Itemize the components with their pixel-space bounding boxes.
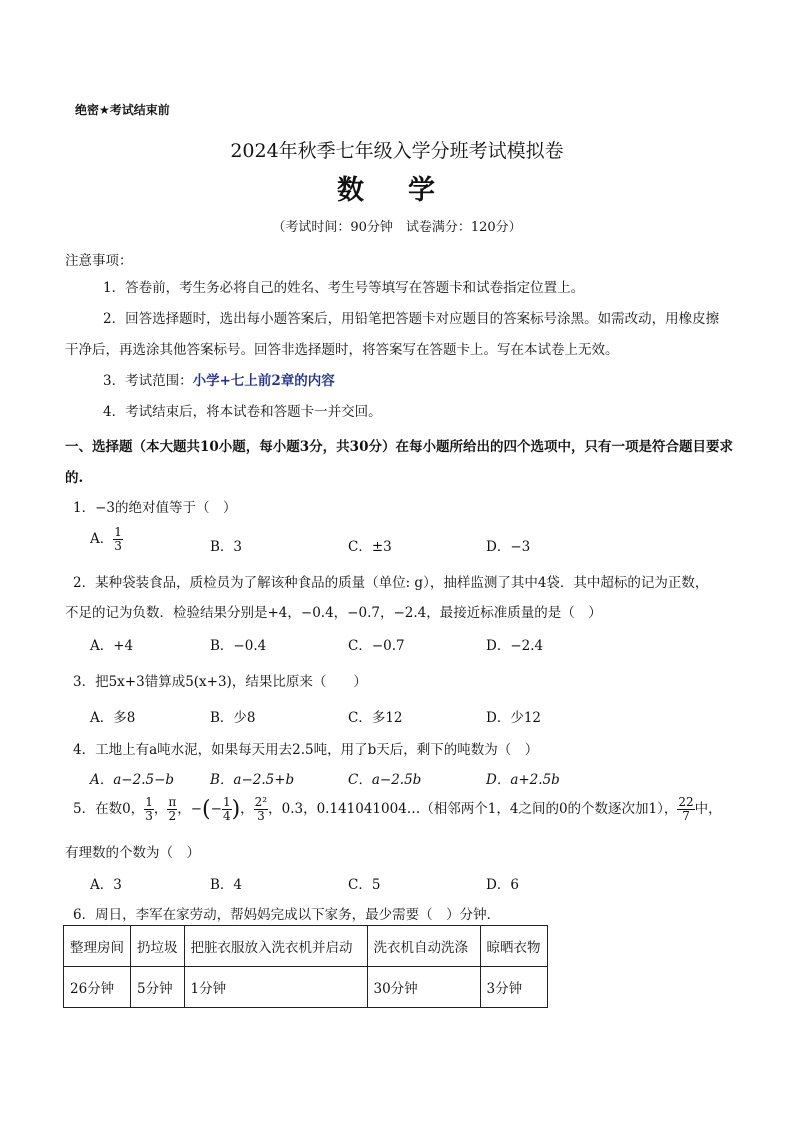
table-cell: 3分钟	[480, 967, 547, 1008]
notice-rule-1: 1．答卷前，考生务必将自己的姓名、考生号等填写在答题卡和试卷指定位置上。	[103, 280, 585, 296]
question-4-stem: 4．工地上有a吨水泥，如果每天用去2.5吨，用了b天后，剩下的吨数为（ ）	[73, 742, 539, 758]
question-4-option-d: D．a+2.5b	[486, 772, 560, 788]
table-header-cell: 洗衣机自动洗涤	[367, 926, 480, 967]
question-3-option-c: C．多12	[348, 710, 403, 726]
table-header-cell: 晾晒衣物	[480, 926, 547, 967]
exam-scope: 小学+七上前2章的内容	[192, 373, 335, 389]
table-header-cell: 扔垃圾	[131, 926, 185, 967]
question-2-option-c: C．−0.7	[348, 638, 405, 654]
question-5-option-c: C．5	[348, 877, 381, 893]
table-cell: 5分钟	[131, 967, 185, 1008]
question-1-stem: 1．−3的绝对值等于（ ）	[73, 500, 237, 516]
question-3-option-b: B．少8	[210, 710, 256, 726]
question-4-option-a: A．a−2.5−b	[90, 772, 175, 788]
notice-rule-2: 2．回答选择题时，选出每小题答案后，用铅笔把答题卡对应题目的答案标号涂黑。如需改动，用橡皮擦干净后，再选涂其他答案标号。回答非选择题时，将答案写在答题卡上。写在本试卷上无效。	[65, 311, 720, 358]
fraction-twenty-two-sevenths: $\frac{22}{7}$	[678, 795, 694, 823]
table-cell: 26分钟	[64, 967, 131, 1008]
notice-rule-4: 4．考试结束后，将本试卷和答题卡一并交回。	[103, 404, 382, 420]
question-5-stem-line-2: 有理数的个数为（ ）	[65, 845, 200, 861]
exam-title: 2024年秋季七年级入学分班考试模拟卷	[230, 140, 564, 162]
table-header-cell: 把脏衣服放入洗衣机并启动	[184, 926, 367, 967]
fraction-one-quarter: $\frac{1}{4}$	[222, 795, 231, 823]
notice-heading: 注意事项：	[65, 253, 133, 269]
chores-table	[63, 925, 548, 1008]
notice-rule-3: 3．考试范围：小学+七上前2章的内容	[103, 373, 335, 389]
question-1-option-d: D．−3	[486, 539, 531, 555]
exam-time-info: （考试时间：90分钟 试卷满分：120分）	[272, 220, 522, 235]
table-cell: 30分钟	[367, 967, 480, 1008]
question-4-option-b: B．a−2.5+b	[210, 772, 295, 788]
table-header-cell: 整理房间	[64, 926, 131, 967]
question-2-stem-line-1: 2．某种袋装食品，质检员为了解该种食品的质量（单位: g），抽样监测了其中4袋．其中超标的记为正数，	[73, 575, 709, 591]
question-2-stem-line-2: 不足的记为负数．检验结果分别是+4，−0.4，−0.7，−2.4，最接近标准质量的是（ ）	[65, 605, 602, 621]
table-row	[64, 967, 548, 1008]
subject-title: 数学	[337, 175, 479, 206]
question-4-option-c: C．a−2.5b	[348, 772, 422, 788]
question-6-stem: 6．周日，李军在家劳动，帮妈妈完成以下家务，最少需要（ ）分钟．	[73, 907, 501, 923]
question-3-stem: 3．把5x+3错算成5(x+3)，结果比原来（ ）	[73, 674, 367, 690]
fraction-one-third: $\frac{1}{3}$	[114, 525, 122, 553]
fraction-one-third: $\frac{1}{3}$	[145, 795, 153, 823]
section-1-heading: 一、选择题（本大题共10小题，每小题3分，共30分）在每小题所给出的四个选项中，只有一项是符合题目要求的.	[65, 439, 733, 486]
fraction-pi-over-two: $\frac{\pi}{2}$	[168, 795, 177, 823]
fraction-two-squared-over-three: $\frac{\text{2²}}{3}$	[254, 795, 268, 823]
question-5-option-d: D．6	[486, 877, 519, 893]
question-5-stem-line-1: 5．在数0， $\frac{1}{3}$ ， $\frac{\pi}{2}$ ，−(− $\frac{1}{4}$ )， $\frac{\text{2²}}{3}$ ，0.3，0.141041004…（相邻两个1，4之间的0的个数逐次加1）， $\frac{22}{7}$ 中，	[73, 795, 722, 823]
table-header-row	[64, 926, 548, 967]
question-3-option-a: A．多8	[90, 710, 136, 726]
question-3-option-d: D．少12	[486, 710, 542, 726]
question-1-option-c: C．±3	[348, 539, 392, 555]
question-2-option-a: A．+4	[90, 638, 134, 654]
question-2-option-d: D．−2.4	[486, 638, 544, 654]
table-cell: 1分钟	[184, 967, 367, 1008]
question-5-option-b: B．4	[210, 877, 243, 893]
question-5-option-a: A．3	[90, 877, 122, 893]
confidential-mark: 绝密★考试结束前	[75, 103, 170, 117]
question-2-option-b: B．−0.4	[210, 638, 267, 654]
question-1-option-a: A． $\frac{1}{3}$	[90, 525, 122, 553]
question-1-option-b: B．3	[210, 539, 243, 555]
